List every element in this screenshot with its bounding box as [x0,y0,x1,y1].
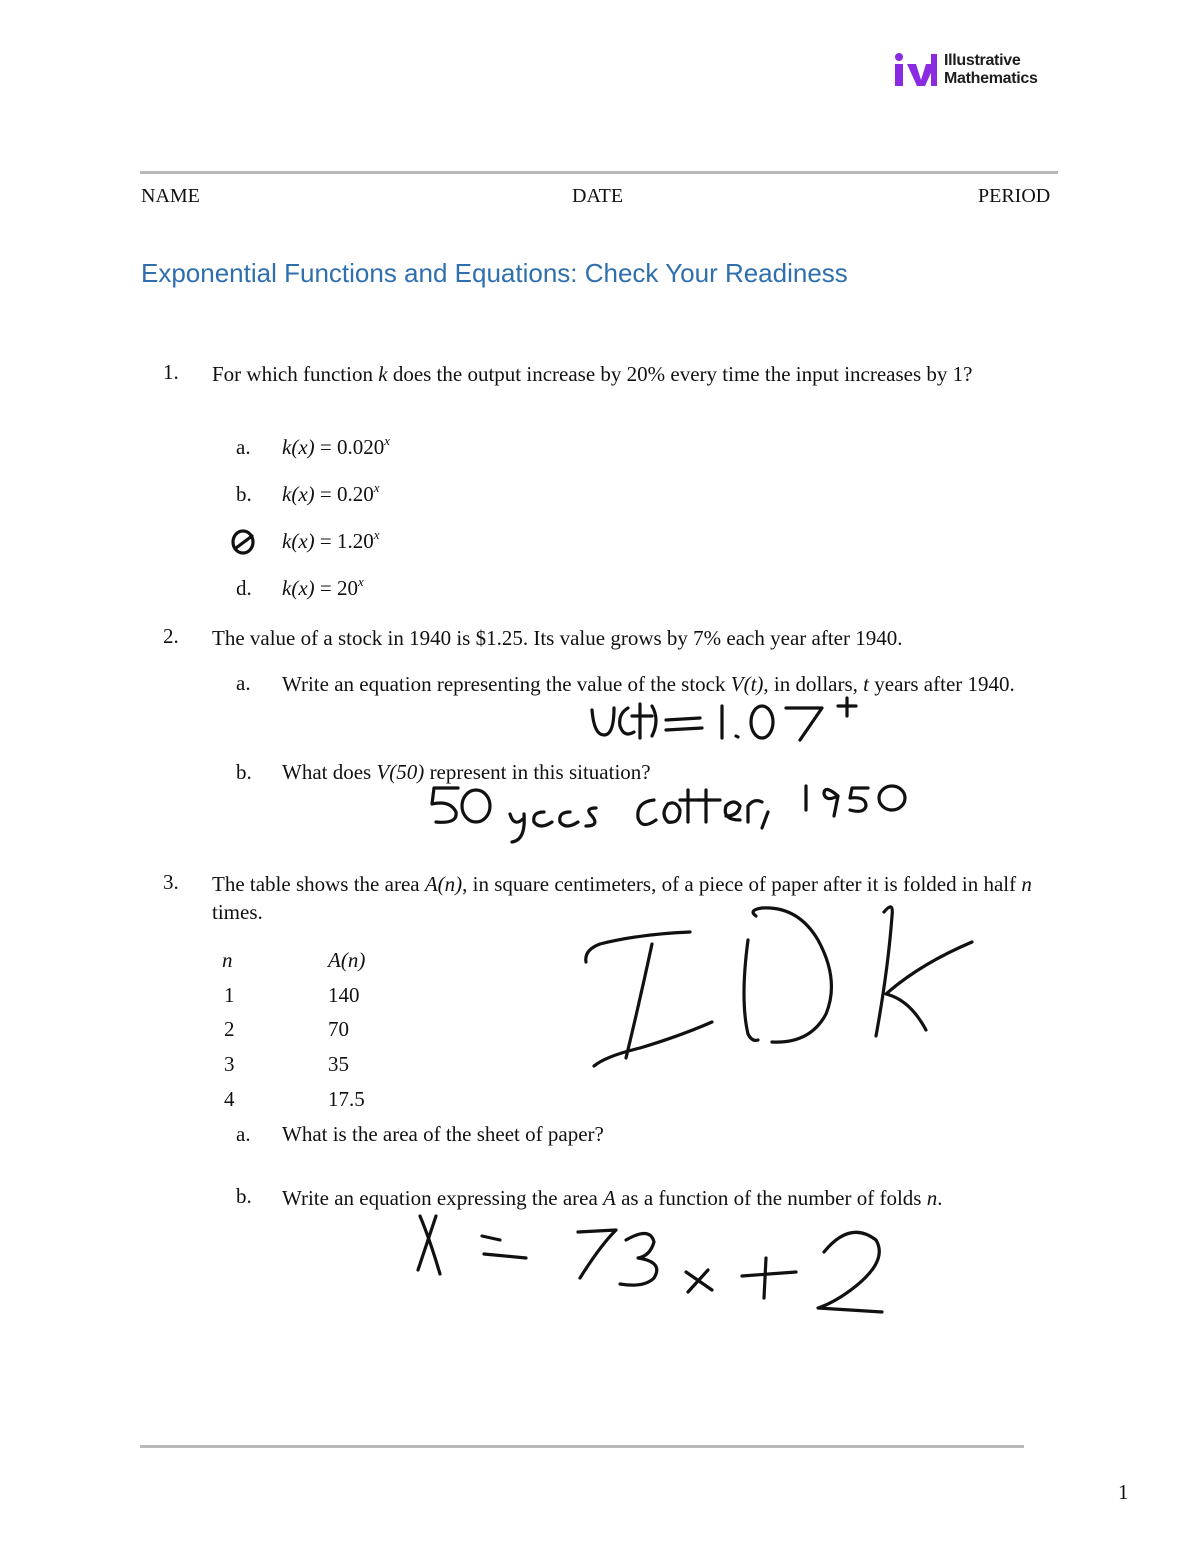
table-cell: 2 [224,1017,235,1041]
table-cell: 35 [328,1052,349,1076]
brand-line-1: Illustrative [944,52,1021,69]
period-label: PERIOD [978,185,1051,207]
q2-prompt: The value of a stock in 1940 is $1.25. Its value grows by 7% each year after 1940. [212,626,903,650]
q2b-prompt: What does V(50) represent in this situation? [282,760,651,784]
q1-option-a: $k(x) = 0.020^x$ [282,433,391,459]
q3b-label: b. [236,1184,252,1208]
q3-number: 3. [163,870,179,894]
page-number: 1 [1118,1480,1129,1504]
table-cell: 70 [328,1017,349,1041]
q3a-label: a. [236,1122,251,1146]
name-label: NAME [141,185,200,207]
q1-option-b-label: b. [236,482,252,506]
q2a-prompt: Write an equation representing the value of the stock V(t), in dollars, t years after 1940. [282,672,1015,696]
q1-option-c-label: c. [236,529,251,553]
q2b-label: b. [236,760,252,784]
table-header-n: n [222,948,233,972]
page-title: Exponential Functions and Equations: Check Your Readiness [141,258,848,288]
handwritten-answer-q3 [586,907,972,1066]
q1-number: 1. [163,360,179,384]
q1-option-a-label: a. [236,435,251,459]
q2-number: 2. [163,624,179,648]
q1-option-c: $k(x) = 1.20^x$ [282,527,380,553]
q1-option-d: $k(x) = 20^x$ [282,574,364,600]
q3b-prompt: Write an equation expressing the area A as a function of the number of folds n. [282,1186,943,1210]
date-label: DATE [572,185,624,207]
brand-line-2: Mathematics [944,70,1038,87]
brand-name [944,52,1038,88]
table-cell: 17.5 [328,1087,365,1111]
table-cell: 3 [224,1052,235,1076]
table-cell: 140 [328,983,360,1007]
table-cell: 4 [224,1087,235,1111]
q1-option-d-label: d. [236,576,252,600]
q3-prompt: The table shows the area A(n), in square centimeters, of a piece of paper after it is folded in half n times. [212,872,1032,924]
q3a-prompt: What is the area of the sheet of paper? [282,1122,604,1146]
handwritten-answer-q2b [432,786,905,842]
q1-prompt: For which function k does the output increase by 20% every time the input increases by 1? [212,362,973,386]
q2a-label: a. [236,671,251,695]
handwritten-answer-q2a [592,698,856,740]
table-header-an: A(n) [328,948,366,972]
q1-option-b: $k(x) = 0.20^x$ [282,480,380,506]
top-rule [140,171,1058,174]
bottom-rule [140,1445,1024,1448]
table-cell: 1 [224,983,235,1007]
handwritten-answer-q3b [418,1216,882,1312]
